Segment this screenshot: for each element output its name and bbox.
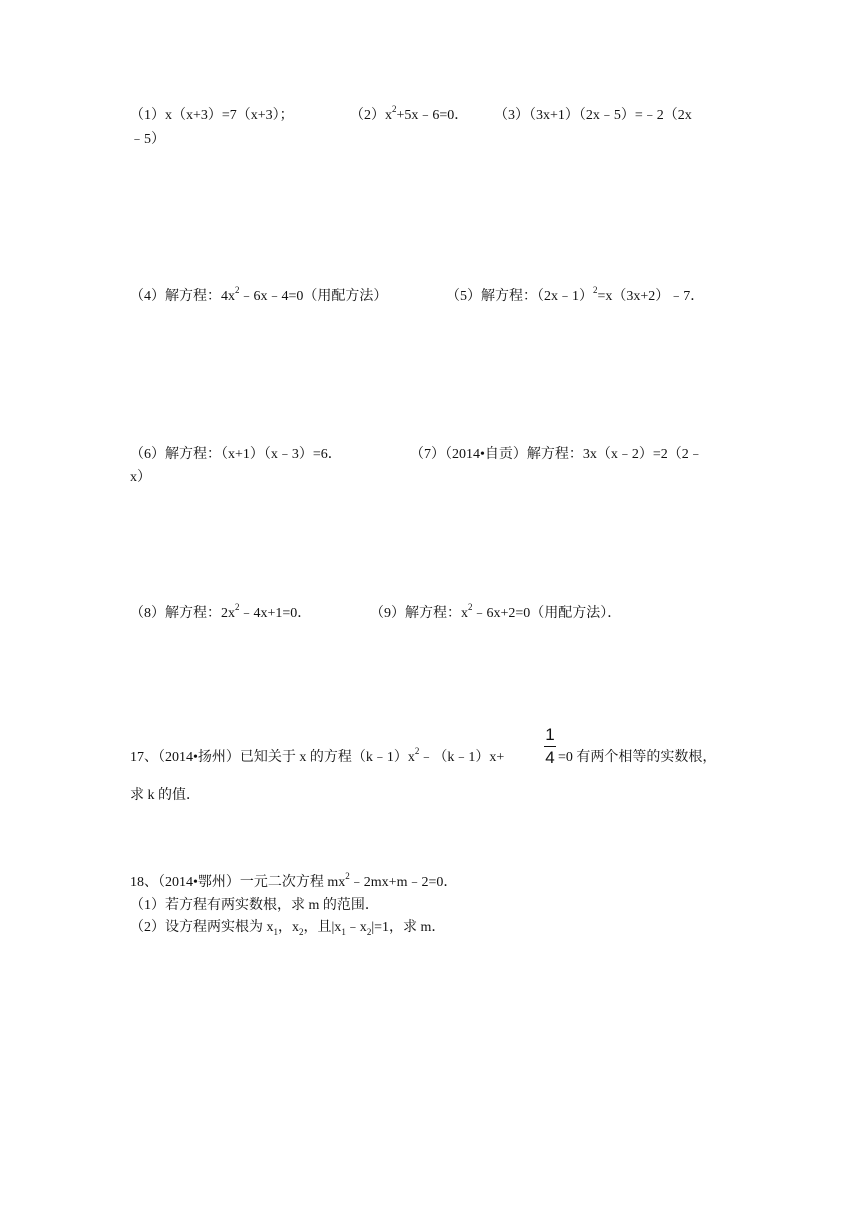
fraction-denominator: 4 [545,748,555,767]
subscript: 2 [299,926,304,937]
problem-8-text-end: ﹣4x+1=0． [239,606,312,621]
exponent: 2 [235,602,240,613]
part-2-text: ，且|x [303,920,342,935]
question-18-part-1: （1）若方程有两实数根，求 m 的范围． [130,898,379,913]
fraction-bar [544,746,556,747]
problem-2-text: （2）x [350,108,392,123]
problem-5 [446,287,704,307]
exponent: 2 [345,871,350,882]
problem-9 [370,604,621,624]
question-17-pre: 17、（2014•扬州）已知关于 x 的方程（k﹣1）x [130,750,415,765]
problem-9-text: （9）解方程：x [370,606,468,621]
question-18-part-2 [130,918,445,938]
problem-2 [350,106,468,126]
problem-9-text-end: ﹣6x+2=0（用配方法）． [472,606,622,621]
exponent: 2 [414,746,420,757]
problem-4-text: （4）解方程：4x [130,289,235,304]
part-2-text: ﹣x [345,920,367,935]
problem-1: （1）x（x+3）=7（x+3）； [130,108,294,123]
problem-3: （3）（3x+1）（2x﹣5）=﹣2（2x [494,108,692,123]
problem-4-text-end: ﹣6x﹣4=0（用配方法） [239,289,388,304]
problem-row-3 [130,445,750,465]
problem-5-text: （5）解方程：（2x﹣1） [446,289,593,304]
fraction-one-quarter [544,725,556,768]
question-17-post: =0 有两个相等的实数根， [558,750,717,765]
problem-5-text-end: =x（3x+2）﹣7． [597,289,705,304]
exponent: 2 [392,104,397,115]
question-18-post: ﹣2mx+m﹣2=0． [349,875,458,890]
problem-7-wrap: x） [130,470,151,485]
problem-6: （6）解方程：（x+1）（x﹣3）=6． [130,447,342,462]
question-18-pre: 18、（2014•鄂州）一元二次方程 mx [130,875,346,890]
question-17-line-2: 求 k 的值． [130,788,200,803]
problem-2-text-end: +5x﹣6=0． [396,108,469,123]
problem-4 [130,287,387,307]
problem-7: （7）（2014•自贡）解方程：3x（x﹣2）=2（2﹣ [410,447,703,462]
problem-row-4 [130,604,750,624]
problem-3-wrap: ﹣5） [130,132,165,147]
problem-8 [130,604,311,624]
exponent: 2 [235,285,240,296]
problem-row-2 [130,287,750,307]
problem-8-text: （8）解方程：2x [130,606,235,621]
question-17-mid: ﹣（k﹣1）x+ [419,750,505,765]
problem-row-1 [130,106,750,126]
subscript: 2 [366,926,372,937]
part-2-text: ，x [278,920,299,935]
fraction-numerator: 1 [545,725,555,744]
question-18 [130,873,457,893]
question-17-text [130,748,504,768]
exponent: 2 [593,285,598,296]
subscript: 1 [273,926,278,937]
part-2-text: （2）设方程两实根为 x [130,920,274,935]
exponent: 2 [468,602,473,613]
part-2-text-end: |=1，求 m． [371,920,446,935]
subscript: 1 [341,926,346,937]
question-17 [130,725,750,768]
